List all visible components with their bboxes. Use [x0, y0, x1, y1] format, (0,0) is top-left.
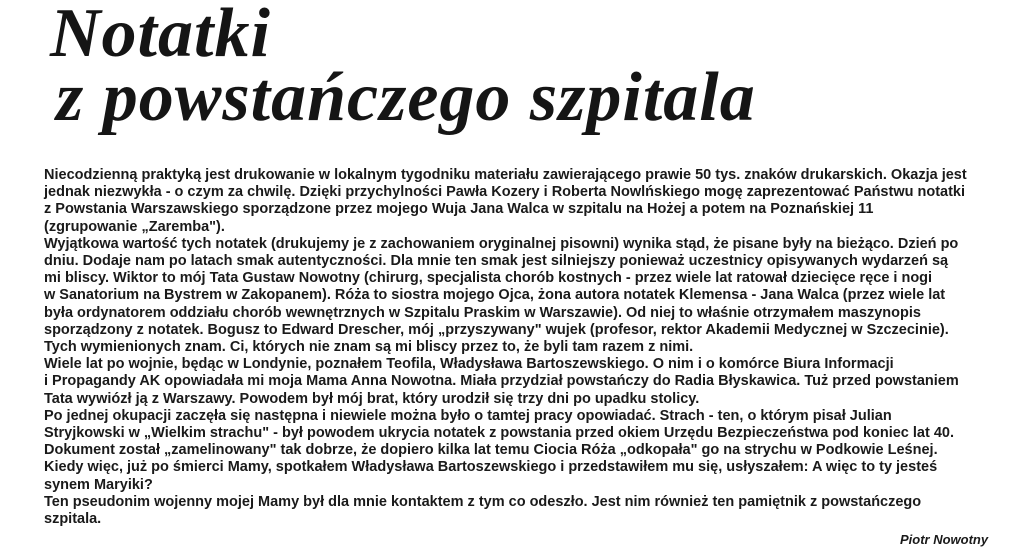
body-line: dniu. Dodaje nam po latach smak autentyczności. Dla mnie ten smak jest silniejszy ponieważ uczestnicy opisywanych wydarzeń są: [44, 253, 949, 270]
article-title-line-1: Notatki: [50, 0, 271, 72]
body-line: Ten pseudonim wojenny mojej Mamy był dla mnie kontaktem z tym co odeszło. Jest nim również ten pamiętnik z powstańczego: [44, 493, 922, 510]
body-line: synem Maryiki?: [44, 476, 153, 493]
body-line: Tych wymienionych znam. Ci, których nie znam są mi bliscy przez to, że byli tam razem z nimi.: [44, 339, 694, 356]
author-signature: Piotr Nowotny: [900, 532, 989, 547]
body-line: Niecodzienną praktyką jest drukowanie w lokalnym tygodniku materiału zawierającego prawie 50 tys. znaków drukarskich. Okazja jest: [44, 167, 967, 183]
body-line: Stryjkowski w „Wielkim strachu" - był powodem ukrycia notatek z powstania przed okiem Urzędu Bezpieczeństwa pod koniec lat 40.: [44, 425, 955, 442]
body-line: była ordynatorem oddziału chorób wewnętrznych w Szpitalu Praskim w Warszawie). Od niej to właśnie otrzymałem maszynopis: [44, 304, 921, 321]
article-title: [50, 0, 756, 136]
body-line: Dokument został „zamelinowany" tak dobrze, że dopiero kilka lat temu Ciocia Róża „odkopała" go na strychu w Podkowie Leśnej.: [44, 442, 938, 459]
body-line: Tata wywiózł ją z Warszawy. Powodem był mój brat, który urodził się trzy dni po upadku stolicy.: [44, 390, 700, 407]
body-line: Kiedy więc, już po śmierci Mamy, spotkałem Władysława Bartoszewskiego i przedstawiłem mu się, usłyszałem: A więc to ty jesteś: [44, 459, 938, 476]
body-line: sporządzony z notatek. Bogusz to Edward Drescher, mój „przyszywany" wujek (profesor, rektor Akademii Medycznej w Szczecinie).: [44, 321, 949, 338]
article-title-line-2: z powstańczego szpitala: [56, 59, 756, 136]
body-line: mi bliscy. Wiktor to mój Tata Gustaw Nowotny (chirurg, specjalista chorób kostnych - przez wiele lat ratował dziecięce ręce i nogi: [44, 270, 933, 287]
body-line: z Powstania Warszawskiego sporządzone przez mojego Wuja Jana Walca w szpitalu na Hożej a potem na Poznańskiej 11: [44, 201, 874, 218]
body-line: Wyjątkowa wartość tych notatek (drukujemy je z zachowaniem oryginalnej pisowni) wynika stąd, że pisane były na bieżąco. Dzień po: [44, 235, 959, 252]
body-line: szpitala.: [44, 511, 102, 528]
body-line: w Sanatorium na Bystrem w Zakopanem). Róża to siostra mojego Ojca, żona autora notatek Klemensa - Jana Walca (przez wiele lat: [44, 287, 946, 304]
body-line: (zgrupowanie „Zaremba").: [44, 218, 225, 235]
article-body: [44, 167, 1004, 528]
body-line: jednak niezwykła - o czym za chwilę. Dzięki przychylności Pawła Kozery i Roberta Nowlńskiego mogę zaprezentować Państwu notatki: [44, 184, 966, 201]
body-line: i Propagandy AK opowiadała mi moja Mama Anna Nowotna. Miała przydział powstańczy do Radia Błyskawica. Tuż przed powstaniem: [44, 373, 959, 390]
body-line: Wiele lat po wojnie, będąc w Londynie, poznałem Teofila, Władysława Bartoszewskiego. O nim i o komórce Biura Informacji: [44, 356, 894, 373]
body-line: Po jednej okupacji zaczęła się następna i niewiele można było o tamtej pracy opowiadać. Strach - ten, o którym pisał Julian: [44, 407, 892, 424]
